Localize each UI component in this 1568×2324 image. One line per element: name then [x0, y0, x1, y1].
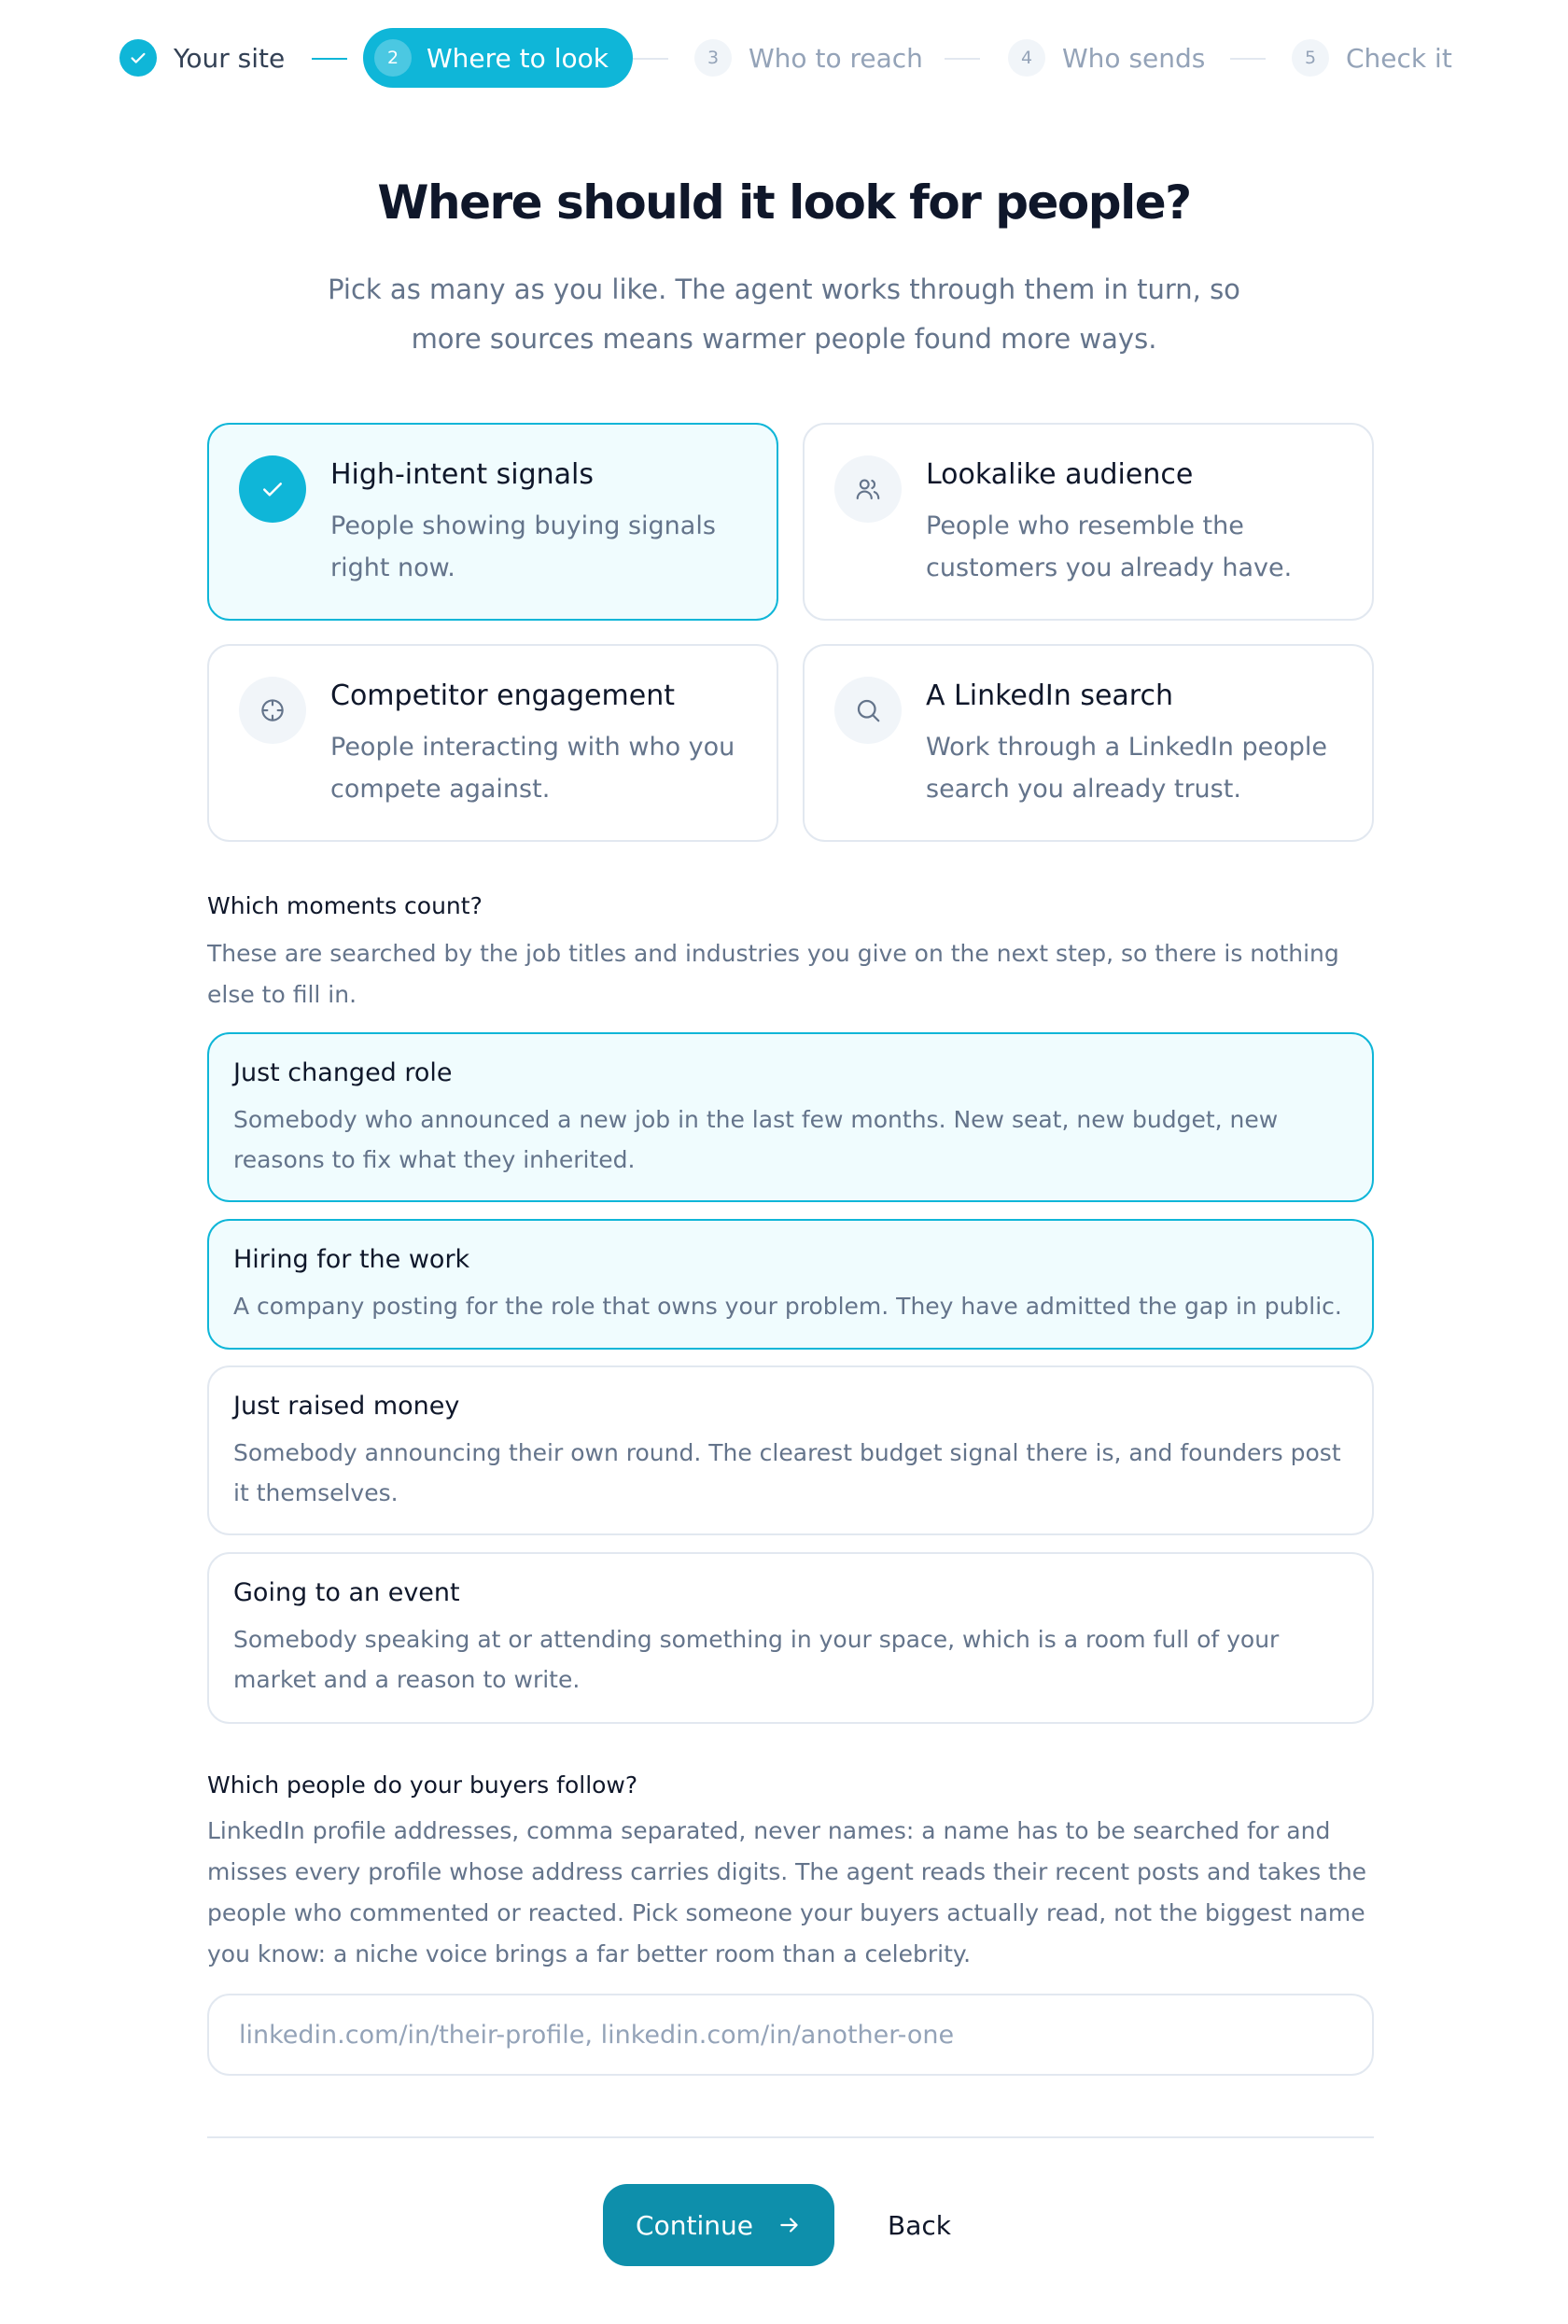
continue-button[interactable]	[603, 2184, 834, 2266]
step-label: Your site	[174, 42, 286, 74]
crosshair-icon	[239, 677, 306, 744]
source-card-title: Competitor engagement	[330, 679, 675, 712]
step-label: Who sends	[1062, 42, 1206, 74]
search-icon	[834, 677, 902, 744]
step-your-site[interactable]	[119, 28, 285, 88]
page-subtitle: Pick as many as you like. The agent works through them in turn, so more sources means warmer people found more ways.	[328, 273, 1240, 355]
stepper	[119, 28, 1452, 88]
moment-description: A company posting for the role that owns your problem. They have admitted the gap in public.	[233, 1293, 1342, 1320]
source-card-description: People showing buying signals right now.	[330, 511, 716, 582]
check-icon	[239, 455, 306, 523]
source-card-linkedin-search[interactable]	[803, 644, 1374, 842]
moment-description: Somebody announcing their own round. The clearest budget signal there is, and founders post it themselves.	[233, 1439, 1341, 1506]
moment-hiring-for-the-work[interactable]	[207, 1219, 1374, 1350]
step-label: Where to look	[427, 42, 609, 74]
users-icon	[834, 455, 902, 523]
moment-title: Going to an event	[233, 1578, 460, 1607]
step-connector	[945, 58, 980, 60]
step-number: 4	[1008, 39, 1045, 77]
step-check-it[interactable]	[1292, 28, 1452, 88]
step-who-to-reach[interactable]	[694, 28, 923, 88]
moment-going-to-an-event[interactable]	[207, 1552, 1374, 1724]
step-connector	[1230, 58, 1266, 60]
continue-label: Continue	[636, 2209, 753, 2241]
moment-just-raised-money[interactable]	[207, 1365, 1374, 1535]
step-number: 5	[1292, 39, 1329, 77]
follow-description: LinkedIn profile addresses, comma separated, never names: a name has to be searched for and misses every profile whose address carries digits. The agent reads their recent posts and takes the people who commented or reacted. Pick someone your buyers actually read, not the biggest name you know: a niche voice brings a far better room than a celebrity.	[207, 1817, 1367, 1967]
back-button[interactable]: Back	[868, 2184, 971, 2266]
step-number: 2	[374, 39, 412, 77]
source-card-title: High-intent signals	[330, 458, 595, 491]
step-label: Check it	[1346, 42, 1452, 74]
source-card-title: Lookalike audience	[926, 458, 1194, 491]
moment-title: Just raised money	[233, 1392, 460, 1421]
source-card-lookalike[interactable]	[803, 423, 1374, 621]
source-card-high-intent[interactable]	[207, 423, 778, 621]
moment-title: Just changed role	[233, 1058, 453, 1087]
source-card-title: A LinkedIn search	[926, 679, 1173, 712]
step-number: 3	[694, 39, 732, 77]
moments-description: These are searched by the job titles and industries you give on the next step, so there is nothing else to fill in.	[207, 940, 1339, 1008]
source-card-description: People who resemble the customers you already have.	[926, 511, 1293, 582]
source-card-description: People interacting with who you compete against.	[330, 733, 735, 804]
arrow-right-icon	[777, 2213, 802, 2237]
check-icon	[119, 39, 157, 77]
source-card-competitor[interactable]	[207, 644, 778, 842]
moments-title: Which moments count?	[207, 892, 483, 919]
step-connector	[312, 58, 347, 60]
divider	[207, 2136, 1374, 2138]
moment-title: Hiring for the work	[233, 1245, 470, 1274]
moment-just-changed-role[interactable]	[207, 1032, 1374, 1202]
step-where-to-look[interactable]	[363, 28, 633, 88]
step-label: Who to reach	[749, 42, 923, 74]
source-card-description: Work through a LinkedIn people search you already trust.	[926, 733, 1328, 804]
step-connector	[633, 58, 668, 60]
page-title: Where should it look for people?	[377, 175, 1191, 230]
profile-addresses-input[interactable]	[207, 1994, 1374, 2076]
step-who-sends[interactable]	[1008, 28, 1205, 88]
moment-description: Somebody speaking at or attending something in your space, which is a room full of your market and a reason to write.	[233, 1626, 1280, 1693]
follow-title: Which people do your buyers follow?	[207, 1771, 638, 1799]
moment-description: Somebody who announced a new job in the last few months. New seat, new budget, new reasons to fix what they inherited.	[233, 1106, 1279, 1173]
